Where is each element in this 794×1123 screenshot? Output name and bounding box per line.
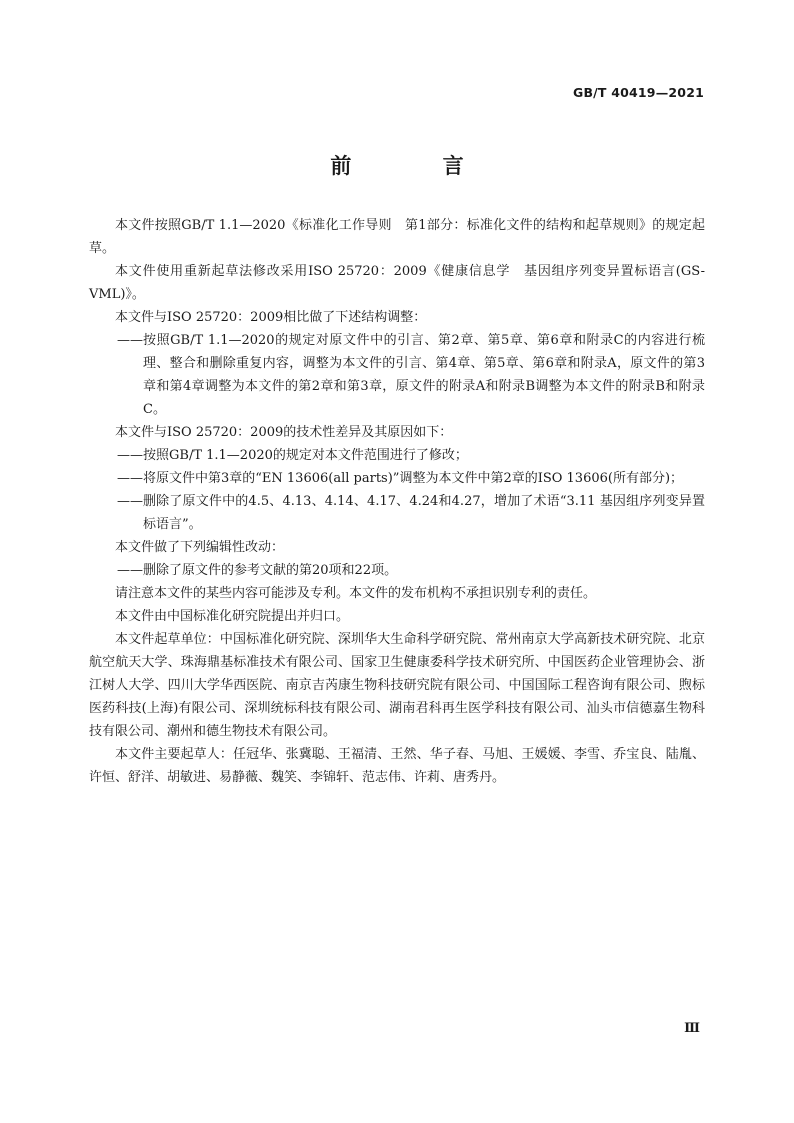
paragraph-structure-changes: 本文件与ISO 25720：2009相比做了下述结构调整： [115, 310, 427, 325]
list-dash: —— [117, 471, 143, 486]
list-item [89, 559, 705, 582]
paragraph-drafting-rules: 本文件按照GB/T 1.1—2020《标准化工作导则 第1部分：标准化文件的结构和起草规则》的规定起草。 [89, 218, 705, 256]
paragraph-adoption-method: 本文件使用重新起草法修改采用ISO 25720：2009《健康信息学 基因组序列变异置标语言(GS-VML)》。 [89, 264, 705, 302]
list-dash: —— [117, 494, 143, 509]
list-dash: —— [117, 563, 143, 578]
list-item-text: 删除了原文件的参考文献的第20项和22项。 [143, 563, 398, 578]
list-item-text: 按照GB/T 1.1—2020的规定对本文件范围进行了修改； [143, 448, 468, 463]
paragraph-patent-notice: 请注意本文件的某些内容可能涉及专利。本文件的发布机构不承担识别专利的责任。 [115, 586, 597, 601]
list-item [89, 467, 705, 490]
list-item [89, 329, 705, 421]
paragraph-drafting-units: 本文件起草单位：中国标准化研究院、深圳华大生命科学研究院、常州南京大学高新技术研究院、北京航空航天大学、珠海鼎基标准技术有限公司、国家卫生健康委科学技术研究所、中国医药企业管理协会、浙江树人大学、四川大学华西医院、南京吉芮康生物科技研究院有限公司、中国国际工程咨询有限公司、煦标医药科技(上海)有限公司、深圳统标科技有限公司、湖南君科再生医学科技有限公司、汕头市信德嘉生物科技有限公司、潮州和德生物技术有限公司。 [89, 632, 705, 739]
paragraph-drafters: 本文件主要起草人：任冠华、张冀聪、王福清、王然、华子春、马旭、王媛媛、李雪、乔宝良、陆胤、许恒、舒洋、胡敏进、易静薇、魏笑、李锦轩、范志伟、许莉、唐秀丹。 [89, 747, 705, 785]
list-item-text: 将原文件中第3章的“EN 13606(all parts)”调整为本文件中第2章的ISO 13606(所有部分)； [143, 471, 684, 486]
list-item-text: 删除了原文件中的4.5、4.13、4.14、4.17、4.24和4.27，增加了术语“3.11 基因组序列变异置标语言”。 [143, 494, 705, 532]
page-title: 前 言 [330, 154, 506, 178]
list-item [89, 444, 705, 467]
page-number: Ⅲ [684, 1021, 700, 1036]
paragraph-proposer: 本文件由中国标准化研究院提出并归口。 [115, 609, 350, 624]
list-dash: —— [117, 333, 143, 348]
list-dash: —— [117, 448, 143, 463]
paragraph-technical-differences: 本文件与ISO 25720：2009的技术性差异及其原因如下： [115, 425, 453, 440]
list-item-text: 按照GB/T 1.1—2020的规定对原文件中的引言、第2章、第5章、第6章和附录C的内容进行梳理、整合和删除重复内容，调整为本文件的引言、第4章、第5章、第6章和附录A，原文件的第3章和第4章调整为本文件的第2章和第3章，原文件的附录A和附录B调整为本文件的附录B和附录C。 [143, 333, 705, 417]
paragraph-editorial-changes: 本文件做了下列编辑性改动： [115, 540, 285, 555]
foreword-body [89, 214, 705, 789]
list-item [89, 490, 705, 536]
standard-code: GB/T 40419—2021 [572, 85, 704, 100]
